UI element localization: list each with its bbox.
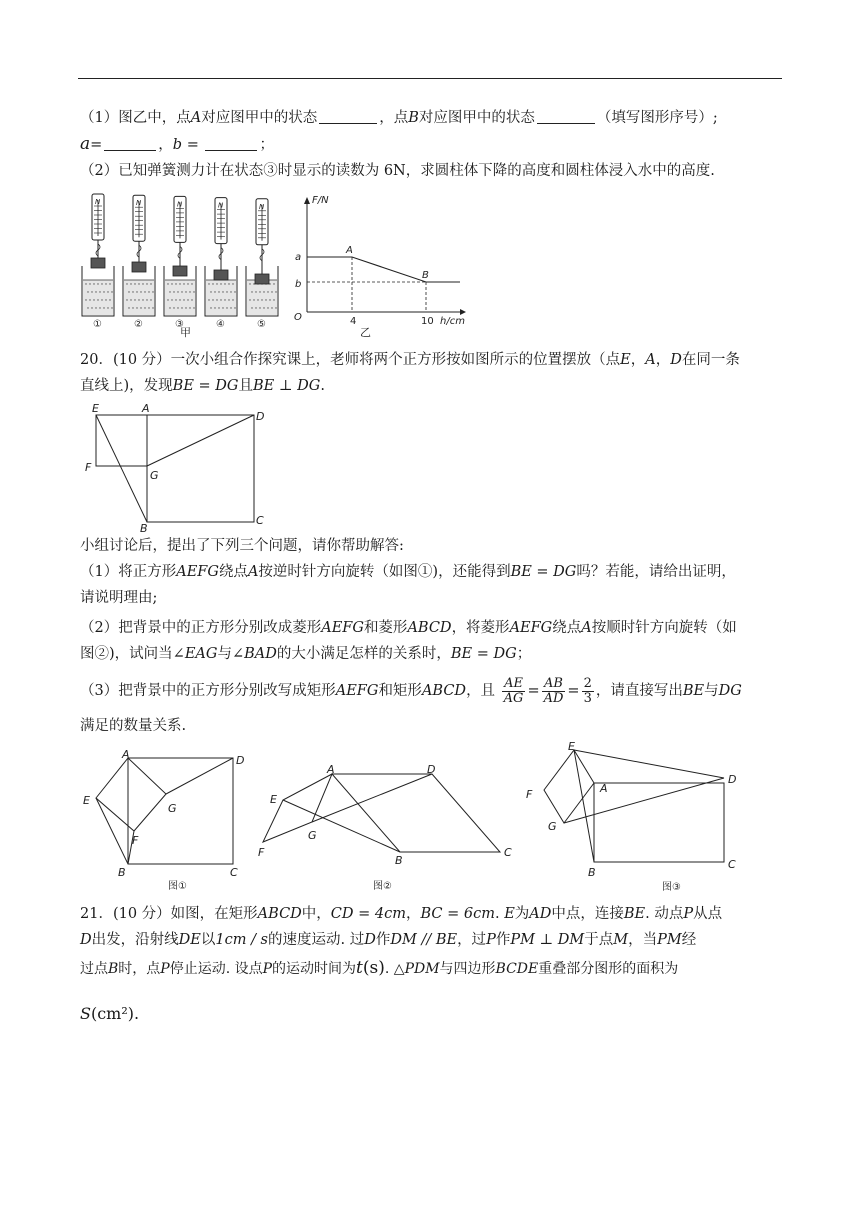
label-G: G <box>150 469 159 482</box>
fig2-label-D: D <box>427 763 436 776</box>
q21-line2: D出发，沿射线DE以1cm / s的速度运动. 过D作DM // BE，过P作PM ⊥ DM于点M，当PM经 <box>80 932 697 948</box>
point-B-label: B <box>422 270 429 281</box>
q20-part3-line2: 满足的数量关系. <box>80 718 187 734</box>
q20-main-figure <box>80 398 280 534</box>
spring-state-3 <box>164 196 196 330</box>
state-label-3: ③ <box>175 319 184 330</box>
figure-2 <box>255 746 525 896</box>
q20-part1-line2: 请说明理由; <box>80 590 158 606</box>
spring-state-2 <box>123 195 155 330</box>
answer-blank-a[interactable] <box>104 136 156 151</box>
fig3-label-F: F <box>526 788 533 801</box>
fig1-label-B: B <box>118 866 126 879</box>
q19-line2: a= ，b = ； <box>80 134 274 154</box>
fig3-label-D: D <box>728 773 737 786</box>
tick-4: 4 <box>350 316 357 327</box>
spring-state-5 <box>246 199 278 330</box>
state-label-4: ④ <box>216 319 225 330</box>
spring-letter-3: N <box>177 200 183 209</box>
label-C: C <box>256 514 264 527</box>
fig3-label-E: E <box>568 740 575 753</box>
fig2-label-E: E <box>270 793 277 806</box>
q21-line3: 过点B时，点P停止运动. 设点P的运动时间为t(s). △PDM与四边形BCDE重叠部分图形的面积为 <box>80 958 679 978</box>
q20-line1: 20．(10 分）一次小组合作探究课上，老师将两个正方形按如图所示的位置摆放（点E，A，D在同一条 <box>80 352 740 368</box>
figure-yi-graph <box>290 188 470 338</box>
fig3-label-C: C <box>728 858 736 871</box>
fig3-label-B: B <box>588 866 596 879</box>
q21-line4: S(cm²). <box>80 1004 140 1023</box>
fig1-label-D: D <box>236 754 245 767</box>
fraction-AE-AG: $\frac{AE}{AG}$ <box>503 675 524 706</box>
tick-10: 10 <box>421 316 434 327</box>
answer-blank-2[interactable] <box>537 109 595 124</box>
q20-part2-line2: 图②)，试问当∠EAG与∠BAD的大小满足怎样的关系时，BE = DG； <box>80 646 532 662</box>
spring-letter-4: N <box>218 201 224 210</box>
spring-letter-1: N <box>95 198 101 206</box>
force-curve <box>307 257 460 282</box>
fig2-label-F: F <box>258 846 265 859</box>
y-axis-label: F/N <box>312 195 329 206</box>
q20-line2: 直线上)，发现BE = DG且BE ⊥ DG. <box>80 378 325 394</box>
spring-letter-5: N <box>259 202 265 211</box>
fig2-label-G: G <box>308 829 317 842</box>
spring-state-1 <box>82 194 114 330</box>
fig2-label-C: C <box>504 846 512 859</box>
q19-line3: （2）已知弹簧测力计在状态③时显示的读数为 6N，求圆柱体下降的高度和圆柱体浸入水中的高度. <box>80 163 715 179</box>
tick-b: b <box>295 279 302 290</box>
q20-discuss: 小组讨论后，提出了下列三个问题，请你帮助解答: <box>80 538 404 554</box>
fraction-2-3: $\frac{2}{3}$ <box>583 675 592 706</box>
figure-1 <box>78 746 258 896</box>
q20-part2-line1: （2）把背景中的正方形分别改成菱形AEFG和菱形ABCD，将菱形AEFG绕点A按顺时针方向旋转（如 <box>80 620 737 636</box>
fig2-label-A: A <box>327 763 335 776</box>
tick-a: a <box>295 252 302 263</box>
figure-3 <box>522 740 752 896</box>
state-label-1: ① <box>93 319 102 330</box>
fig3-caption: 图③ <box>662 882 681 893</box>
figure-yi-caption: 乙 <box>360 326 371 339</box>
fig1-label-C: C <box>230 866 238 879</box>
fig1-label-A: A <box>122 748 130 761</box>
state-label-2: ② <box>134 319 143 330</box>
label-D: D <box>256 410 265 423</box>
label-E: E <box>92 402 99 415</box>
label-A: A <box>142 402 150 415</box>
answer-blank-1[interactable] <box>319 109 377 124</box>
fig1-label-E: E <box>83 794 90 807</box>
spring-letter-2: N <box>136 199 142 208</box>
point-A-label: A <box>346 245 353 256</box>
figure-jia-caption: 甲 <box>180 326 191 339</box>
q19-line1: （1）图乙中，点A对应图甲中的状态 ，点B对应图甲中的状态 （填写图形序号）; <box>80 110 718 126</box>
fig3-label-A: A <box>600 782 608 795</box>
label-B: B <box>140 522 148 535</box>
answer-blank-b[interactable] <box>205 136 257 151</box>
state-label-5: ⑤ <box>257 319 266 330</box>
fig1-caption: 图① <box>168 881 187 892</box>
q20-part3-line1: （3）把背景中的正方形分别改写成矩形AEFG和矩形ABCD，且 $\frac{AE}{AG}$ = $\frac{AB}{AD}$ = $\frac{2}{3}$ ，请直接写出BE与DG <box>80 675 742 706</box>
header-rule <box>78 78 782 79</box>
fig1-label-G: G <box>168 802 177 815</box>
spring-state-4 <box>205 198 237 330</box>
fig3-label-G: G <box>548 820 557 833</box>
label-F: F <box>85 461 92 474</box>
origin-label: O <box>294 312 302 323</box>
q21-line1: 21．(10 分）如图，在矩形ABCD中，CD = 4cm，BC = 6cm. E为AD中点，连接BE. 动点P从点 <box>80 906 723 922</box>
figure-jia <box>80 188 290 338</box>
fig2-caption: 图② <box>373 881 392 892</box>
fig2-label-B: B <box>395 854 403 867</box>
x-axis-label: h/cm <box>440 316 465 327</box>
fraction-AB-AD: $\frac{AB}{AD}$ <box>543 675 564 706</box>
q20-part1-line1: （1）将正方形AEFG绕点A按逆时针方向旋转（如图①)，还能得到BE = DG吗？若能，请给出证明， <box>80 564 736 580</box>
fig1-label-F: F <box>132 834 139 847</box>
